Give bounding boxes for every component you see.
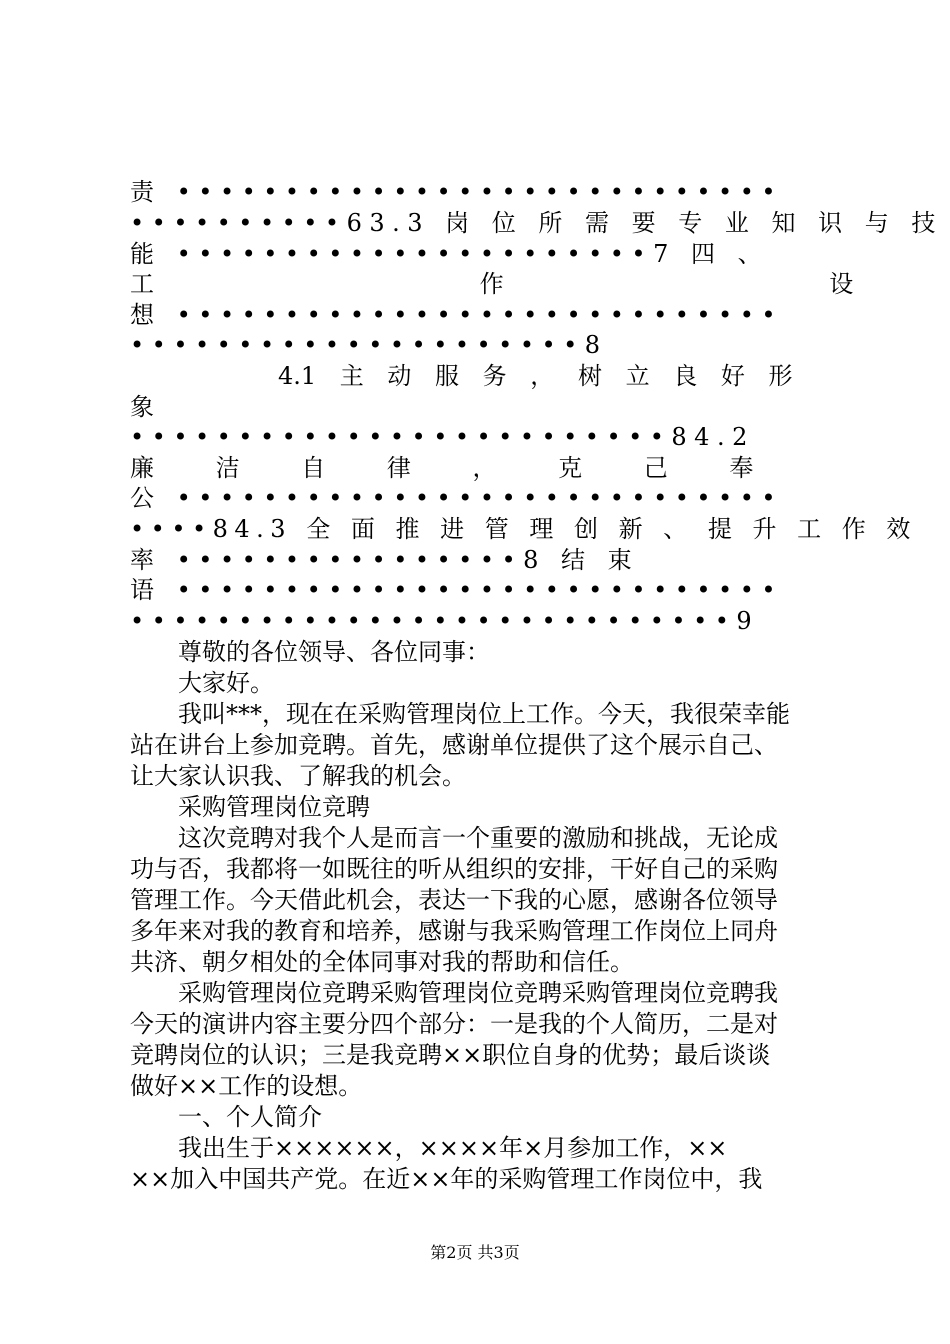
paragraph-line: 站在讲台上参加竞聘。首先，感谢单位提供了这个展示自己、	[130, 731, 778, 759]
paragraph-line: 共济、朝夕相处的全体同事对我的帮助和信任。	[130, 948, 634, 976]
paragraph-line: 做好××工作的设想。	[130, 1072, 363, 1100]
toc-line: 公 ••••••••••••••••••••••••••••	[130, 484, 784, 512]
greeting: 大家好。	[178, 669, 274, 697]
toc-line: 廉 洁 自 律 ， 克 己 奉	[130, 454, 754, 482]
paragraph-line: 这次竞聘对我个人是而言一个重要的激励和挑战，无论成	[178, 824, 778, 852]
toc-line: 能 ••••••••••••••••••••••7 四 、	[130, 240, 770, 268]
paragraph-line: 今天的演讲内容主要分四个部分：一是我的个人简历，二是对	[130, 1010, 778, 1038]
paragraph-line: 我叫***，现在在采购管理岗位上工作。今天，我很荣幸能	[178, 700, 790, 728]
paragraph-line: 让大家认识我、了解我的机会。	[130, 762, 466, 790]
toc-line: 率 ••••••••••••••••8 结 束	[130, 546, 640, 574]
toc-line: 4.1 主 动 服 务 ， 树 立 良 好 形	[278, 362, 793, 390]
toc-line: ••••••••••••••••••••••••••••9	[130, 607, 760, 635]
salutation: 尊敬的各位领导、各位同事：	[178, 638, 490, 666]
toc-line: 语 ••••••••••••••••••••••••••••	[130, 576, 784, 604]
toc-line: 想 ••••••••••••••••••••••••••••	[130, 301, 784, 329]
toc-line: 责 ••••••••••••••••••••••••••••	[130, 178, 784, 206]
paragraph-line: 多年来对我的教育和培养，感谢与我采购管理工作岗位上同舟	[130, 917, 778, 945]
toc-line: ••••84.3 全 面 推 进 管 理 创 新 、 提 升 工 作 效	[130, 515, 917, 543]
paragraph-line: 管理工作。今天借此机会，表达一下我的心愿，感谢各位领导	[130, 886, 778, 914]
paragraph-line: 我出生于××××××，××××年×月参加工作，××	[178, 1134, 728, 1162]
toc-line: 象	[130, 393, 154, 421]
paragraph-line: 采购管理岗位竞聘采购管理岗位竞聘采购管理岗位竞聘我	[178, 979, 778, 1007]
section-heading: 采购管理岗位竞聘	[178, 793, 370, 821]
paragraph-line: 功与否，我都将一如既往的听从组织的安排，干好自己的采购	[130, 855, 778, 883]
toc-line: •••••••••••••••••••••8	[130, 331, 608, 359]
section-heading: 一、个人简介	[178, 1103, 322, 1131]
toc-line: ••••••••••63.3 岗 位 所 需 要 专 业 知 识 与 技	[130, 209, 943, 237]
paragraph-line: 竞聘岗位的认识；三是我竞聘××职位自身的优势；最后谈谈	[130, 1041, 771, 1069]
toc-line: •••••••••••••••••••••••••84.2	[130, 423, 755, 451]
paragraph-line: ××加入中国共产党。在近××年的采购管理工作岗位中，我	[130, 1165, 763, 1193]
toc-line: 工 作 设	[130, 270, 854, 298]
page-footer: 第2页 共3页	[430, 1243, 520, 1262]
